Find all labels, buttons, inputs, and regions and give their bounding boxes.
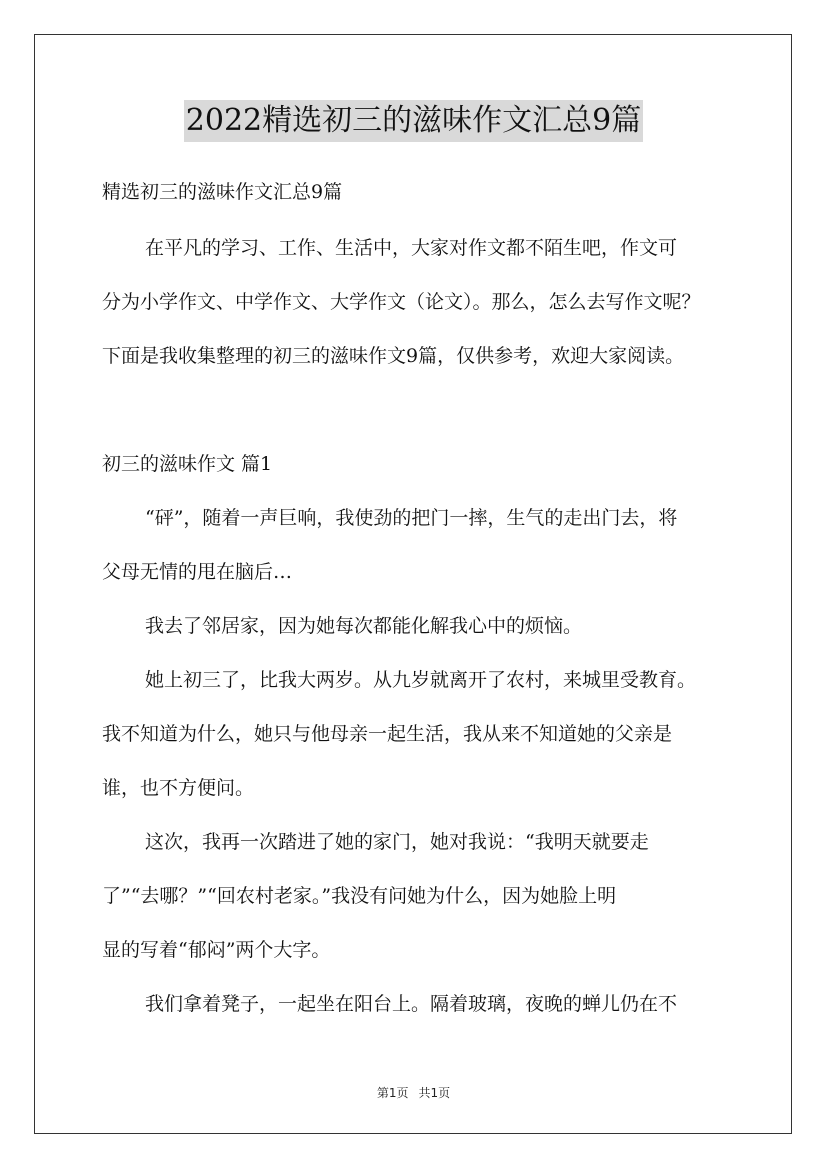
- body-line: 我们拿着凳子，一起坐在阳台上。隔着玻璃，夜晚的蝉儿仍在不: [145, 993, 678, 1015]
- body-line: 了”“去哪？”“回农村老家。”我没有问她为什么，因为她脸上明: [102, 885, 617, 907]
- document-title: 2022精选初三的滋味作文汇总9篇: [184, 100, 643, 142]
- body-line: 她上初三了，比我大两岁。从九岁就离开了农村，来城里受教育。: [145, 669, 697, 691]
- body-line: 谁，也不方便问。: [102, 777, 255, 799]
- section-heading: 初三的滋味作文 篇1: [102, 453, 273, 475]
- body-line: 父母无情的甩在脑后…: [102, 561, 293, 583]
- body-line: 我去了邻居家，因为她每次都能化解我心中的烦恼。: [145, 615, 583, 637]
- document-subtitle: 精选初三的滋味作文汇总9篇: [102, 181, 343, 203]
- intro-line-2: 分为小学作文、中学作文、大学作文（论文）。那么，怎么去写作文呢？: [102, 291, 701, 313]
- title-container: [0, 100, 827, 142]
- body-line: 我不知道为什么，她只与他母亲一起生活，我从来不知道她的父亲是: [102, 723, 673, 745]
- body-line: 这次，我再一次踏进了她的家门，她对我说：“我明天就要走: [145, 831, 649, 853]
- page-number: 第1页: [376, 1086, 409, 1100]
- intro-line-3: 下面是我收集整理的初三的滋味作文9篇，仅供参考，欢迎大家阅读。: [102, 345, 685, 367]
- page-footer: [0, 1084, 827, 1101]
- body-line: 显的写着“郁闷”两个大字。: [102, 939, 331, 961]
- body-line: “砰”，随着一声巨响，我使劲的把门一摔，生气的走出门去，将: [145, 507, 678, 529]
- page-total: 共1页: [418, 1086, 451, 1100]
- intro-line-1: 在平凡的学习、工作、生活中，大家对作文都不陌生吧，作文可: [145, 237, 678, 259]
